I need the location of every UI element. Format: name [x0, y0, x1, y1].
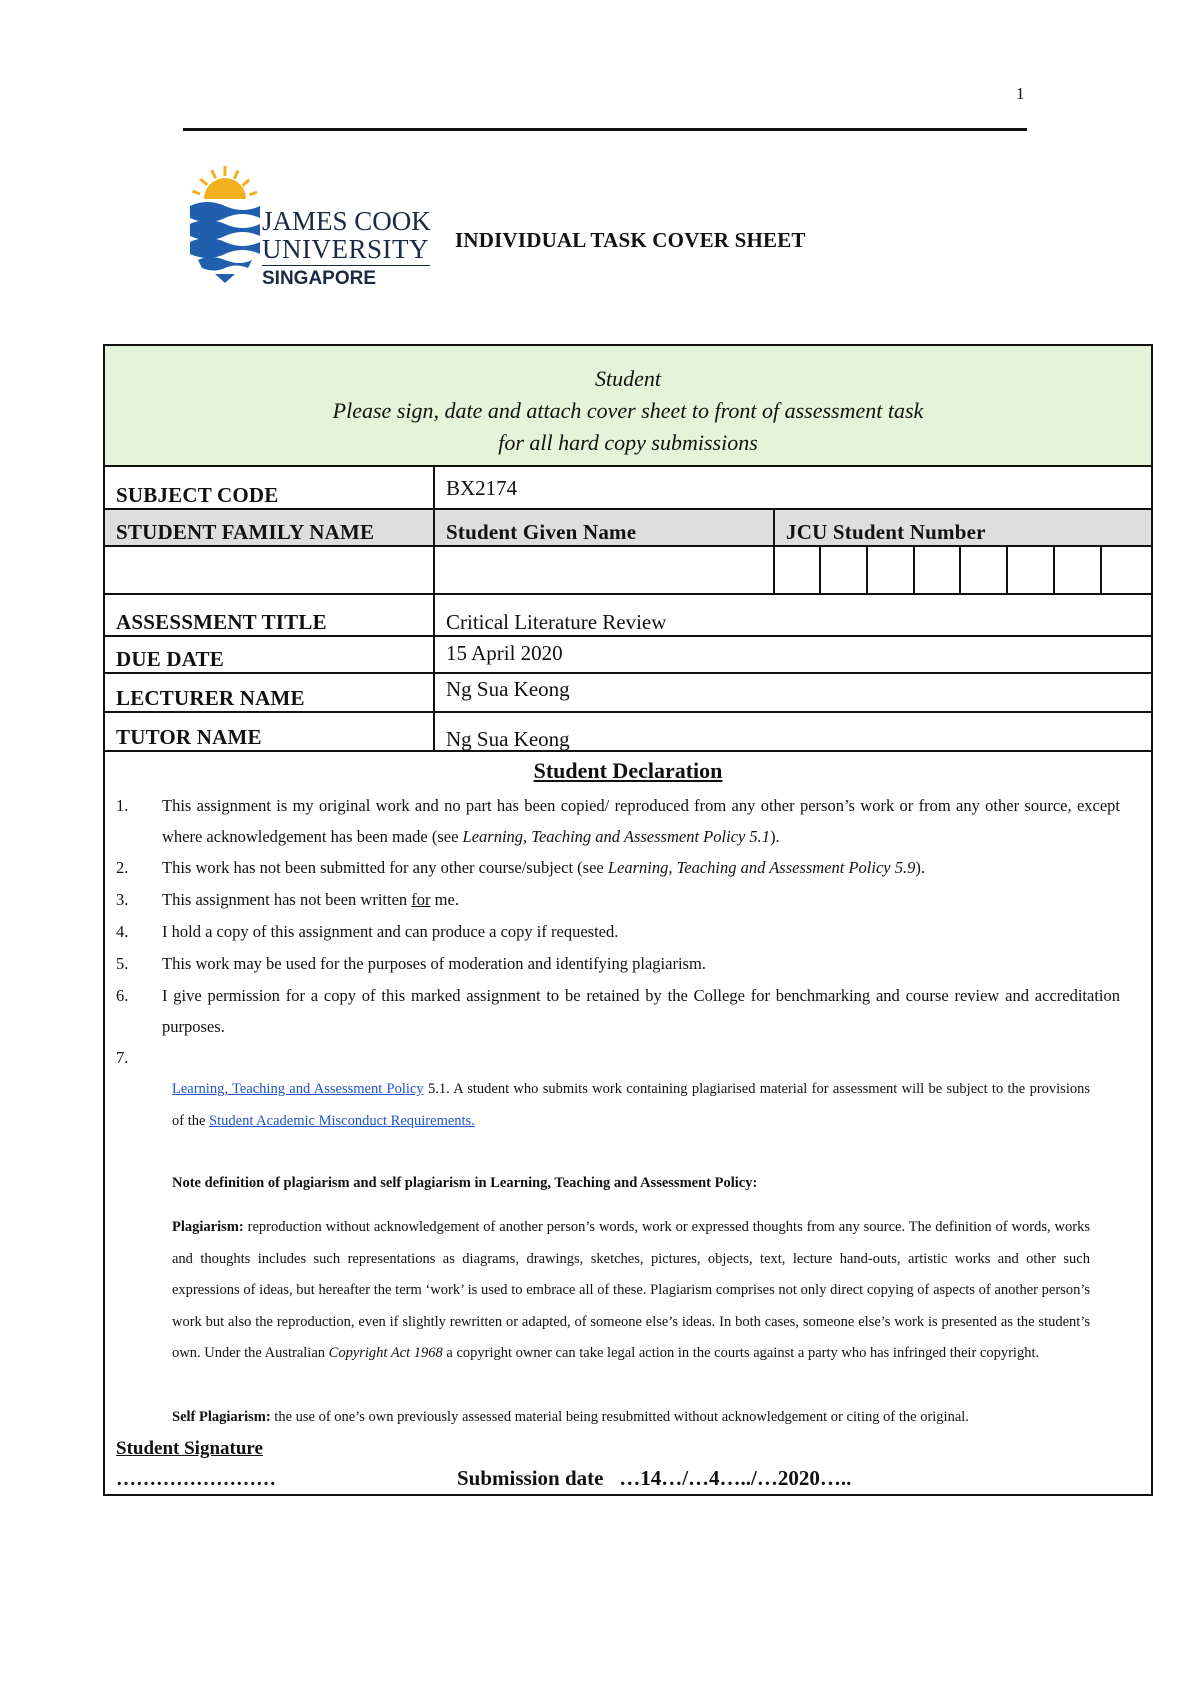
cover-sheet-form: Student Please sign, date and attach cover sheet to front of assessment task for all hard copy submissions SUBJECT CODE BX2174 STUDENT FAMILY NAME Student Given Name JCU Student Number ASSESSMENT TITLE Critical Literature Review DUE DATE 15 April 2020 LECTURER NAME Ng Sua Keong TUTOR NAME Ng Sua Keong Student Declaration 1. This assignment is my original work and no part has been copied/ reproduced from any other person’s work or from any other source, except where acknowledgement has been made (see Learning, Teaching and Assessment Policy 5.1). 2. This work has not been submitted for any other course/subject (see Learning, Teaching and Assessment Policy 5.9). 3. This assignment has not been written for me. 4. I hold a copy of this assignment and can produce a copy if requested. 5. This work may be used for the purposes of moderation and identifying plagiarism. 6. I give permission for a copy of this marked assignment to be retained by the College for benchmarking and course review and accreditation purposes. 7. Learning, Teaching and Assessment Policy 5.1. A student who submits work containing plagiarised material for assessment will be subject to the provisions of the Student Academic Misconduct Requirements. Note definition of plagiarism and self plagiarism in Learning, Teaching and Assessment Policy: Plagiarism: reproduction without acknowledgement of another person’s words, work or expressed thoughts from any source. The definition of words, works and thoughts includes such representations as diagrams, drawings, sketches, pictures, objects, text, lecture hand-outs, artistic works and other such expressions of ideas, but hereafter the term ‘work’ is used to embrace all of these. Plagiarism comprises not only direct copying of aspects of another person’s work but also the reproduction, even if slightly rewritten or adapted, of someone else’s ideas. In both cases, someone else’s work is presented as the student’s own. Under the Australian Copyright Act 1968 a copyright owner can take legal action in the courts against a party who has infringed their copyright. Self Plagiarism: the use of one’s own previously assessed material being resubmitted without acknowledgement or citing of the original. Student Signature …………………… Submission date …14…/…4…../…2020…..: [103, 344, 1153, 1496]
due-date-value[interactable]: 15 April 2020: [446, 641, 563, 665]
page-number: 1: [1016, 84, 1025, 103]
signature-field[interactable]: ……………………: [116, 1468, 276, 1490]
student-number-digit[interactable]: [821, 547, 868, 593]
subject-code-label: SUBJECT CODE: [116, 483, 279, 507]
student-number-digit[interactable]: [915, 547, 961, 593]
tutor-name-value[interactable]: Ng Sua Keong: [446, 727, 570, 751]
jcu-wave-emblem-icon: [190, 166, 260, 290]
banner-line-1: Student: [595, 366, 661, 391]
logo-line-2: UNIVERSITY: [262, 234, 429, 264]
definition-heading: Note definition of plagiarism and self plagiarism in Learning, Teaching and Assessment Policy:: [172, 1175, 758, 1191]
student-number-digit[interactable]: [1008, 547, 1055, 593]
logo-divider: [262, 265, 430, 266]
header-rule: [183, 128, 1027, 131]
tutor-name-label: TUTOR NAME: [116, 725, 262, 749]
due-date-row: [105, 637, 1151, 674]
student-number-digit[interactable]: [775, 547, 821, 593]
student-number-label: JCU Student Number: [786, 520, 986, 544]
student-number-digit[interactable]: [868, 547, 915, 593]
policy-reference: Learning, Teaching and Assessment Policy 5.1. A student who submits work containing plagiarised material for assessment will be subject to the provisions of the Student Academic Misconduct Requirements.: [172, 1081, 1090, 1129]
plagiarism-definition: Plagiarism: reproduction without acknowledgement of another person’s words, work or expressed thoughts from any source. The definition of words, works and thoughts includes such representations as diagrams, drawings, sketches, pictures, objects, text, lecture hand-outs, artistic works and other such expressions of ideas, but hereafter the term ‘work’ is used to embrace all of these. Plagiarism comprises not only direct copying of aspects of another person’s work but also the reproduction, even if slightly rewritten or adapted, of someone else’s ideas. In both cases, someone else’s work is presented as the student’s own. Under the Australian Copyright Act 1968 a copyright owner can take legal action in the courts against a party who has infringed their copyright.: [172, 1219, 1090, 1361]
due-date-label: DUE DATE: [116, 647, 224, 671]
misconduct-link[interactable]: Student Academic Misconduct Requirements.: [209, 1112, 475, 1129]
family-name-field[interactable]: [105, 547, 435, 593]
family-name-label: STUDENT FAMILY NAME: [116, 520, 375, 544]
given-name-field[interactable]: [435, 547, 775, 593]
lecturer-name-label: LECTURER NAME: [116, 686, 305, 710]
logo-line-1: JAMES COOK: [262, 206, 431, 236]
instruction-banner: [105, 346, 1151, 467]
subject-code-row: [105, 467, 1151, 510]
self-plagiarism-definition: Self Plagiarism: the use of one’s own previously assessed material being resubmitted without acknowledgement or citing of the original.: [172, 1409, 969, 1425]
submission-date-value[interactable]: …14…/…4…../…2020…..: [619, 1466, 852, 1490]
assessment-title-row: [105, 595, 1151, 637]
banner-line-3: for all hard copy submissions: [498, 430, 758, 455]
student-number-digit[interactable]: [1055, 547, 1102, 593]
names-input-row: [105, 547, 1151, 595]
submission-date-label: Submission date: [457, 1466, 604, 1490]
student-number-digit[interactable]: [961, 547, 1008, 593]
logo-line-3: SINGAPORE: [262, 268, 377, 289]
assessment-title-value[interactable]: Critical Literature Review: [446, 610, 667, 634]
lecturer-row: [105, 674, 1151, 713]
lecturer-name-value[interactable]: Ng Sua Keong: [446, 677, 570, 701]
declaration-title: Student Declaration: [533, 758, 723, 783]
given-name-label: Student Given Name: [446, 520, 637, 544]
student-number-digit[interactable]: [1102, 547, 1151, 593]
tutor-row: [105, 713, 1151, 752]
submission-date: [457, 1466, 851, 1491]
assessment-title-label: ASSESSMENT TITLE: [116, 610, 327, 634]
subject-code-value[interactable]: BX2174: [446, 476, 518, 500]
banner-line-2: Please sign, date and attach cover sheet to front of assessment task: [332, 398, 924, 423]
policy-link[interactable]: Learning, Teaching and Assessment Policy: [172, 1081, 424, 1097]
signature-label: Student Signature: [116, 1438, 263, 1459]
university-logo: [190, 166, 440, 290]
names-header-row: [105, 510, 1151, 547]
document-title: INDIVIDUAL TASK COVER SHEET: [455, 228, 806, 252]
